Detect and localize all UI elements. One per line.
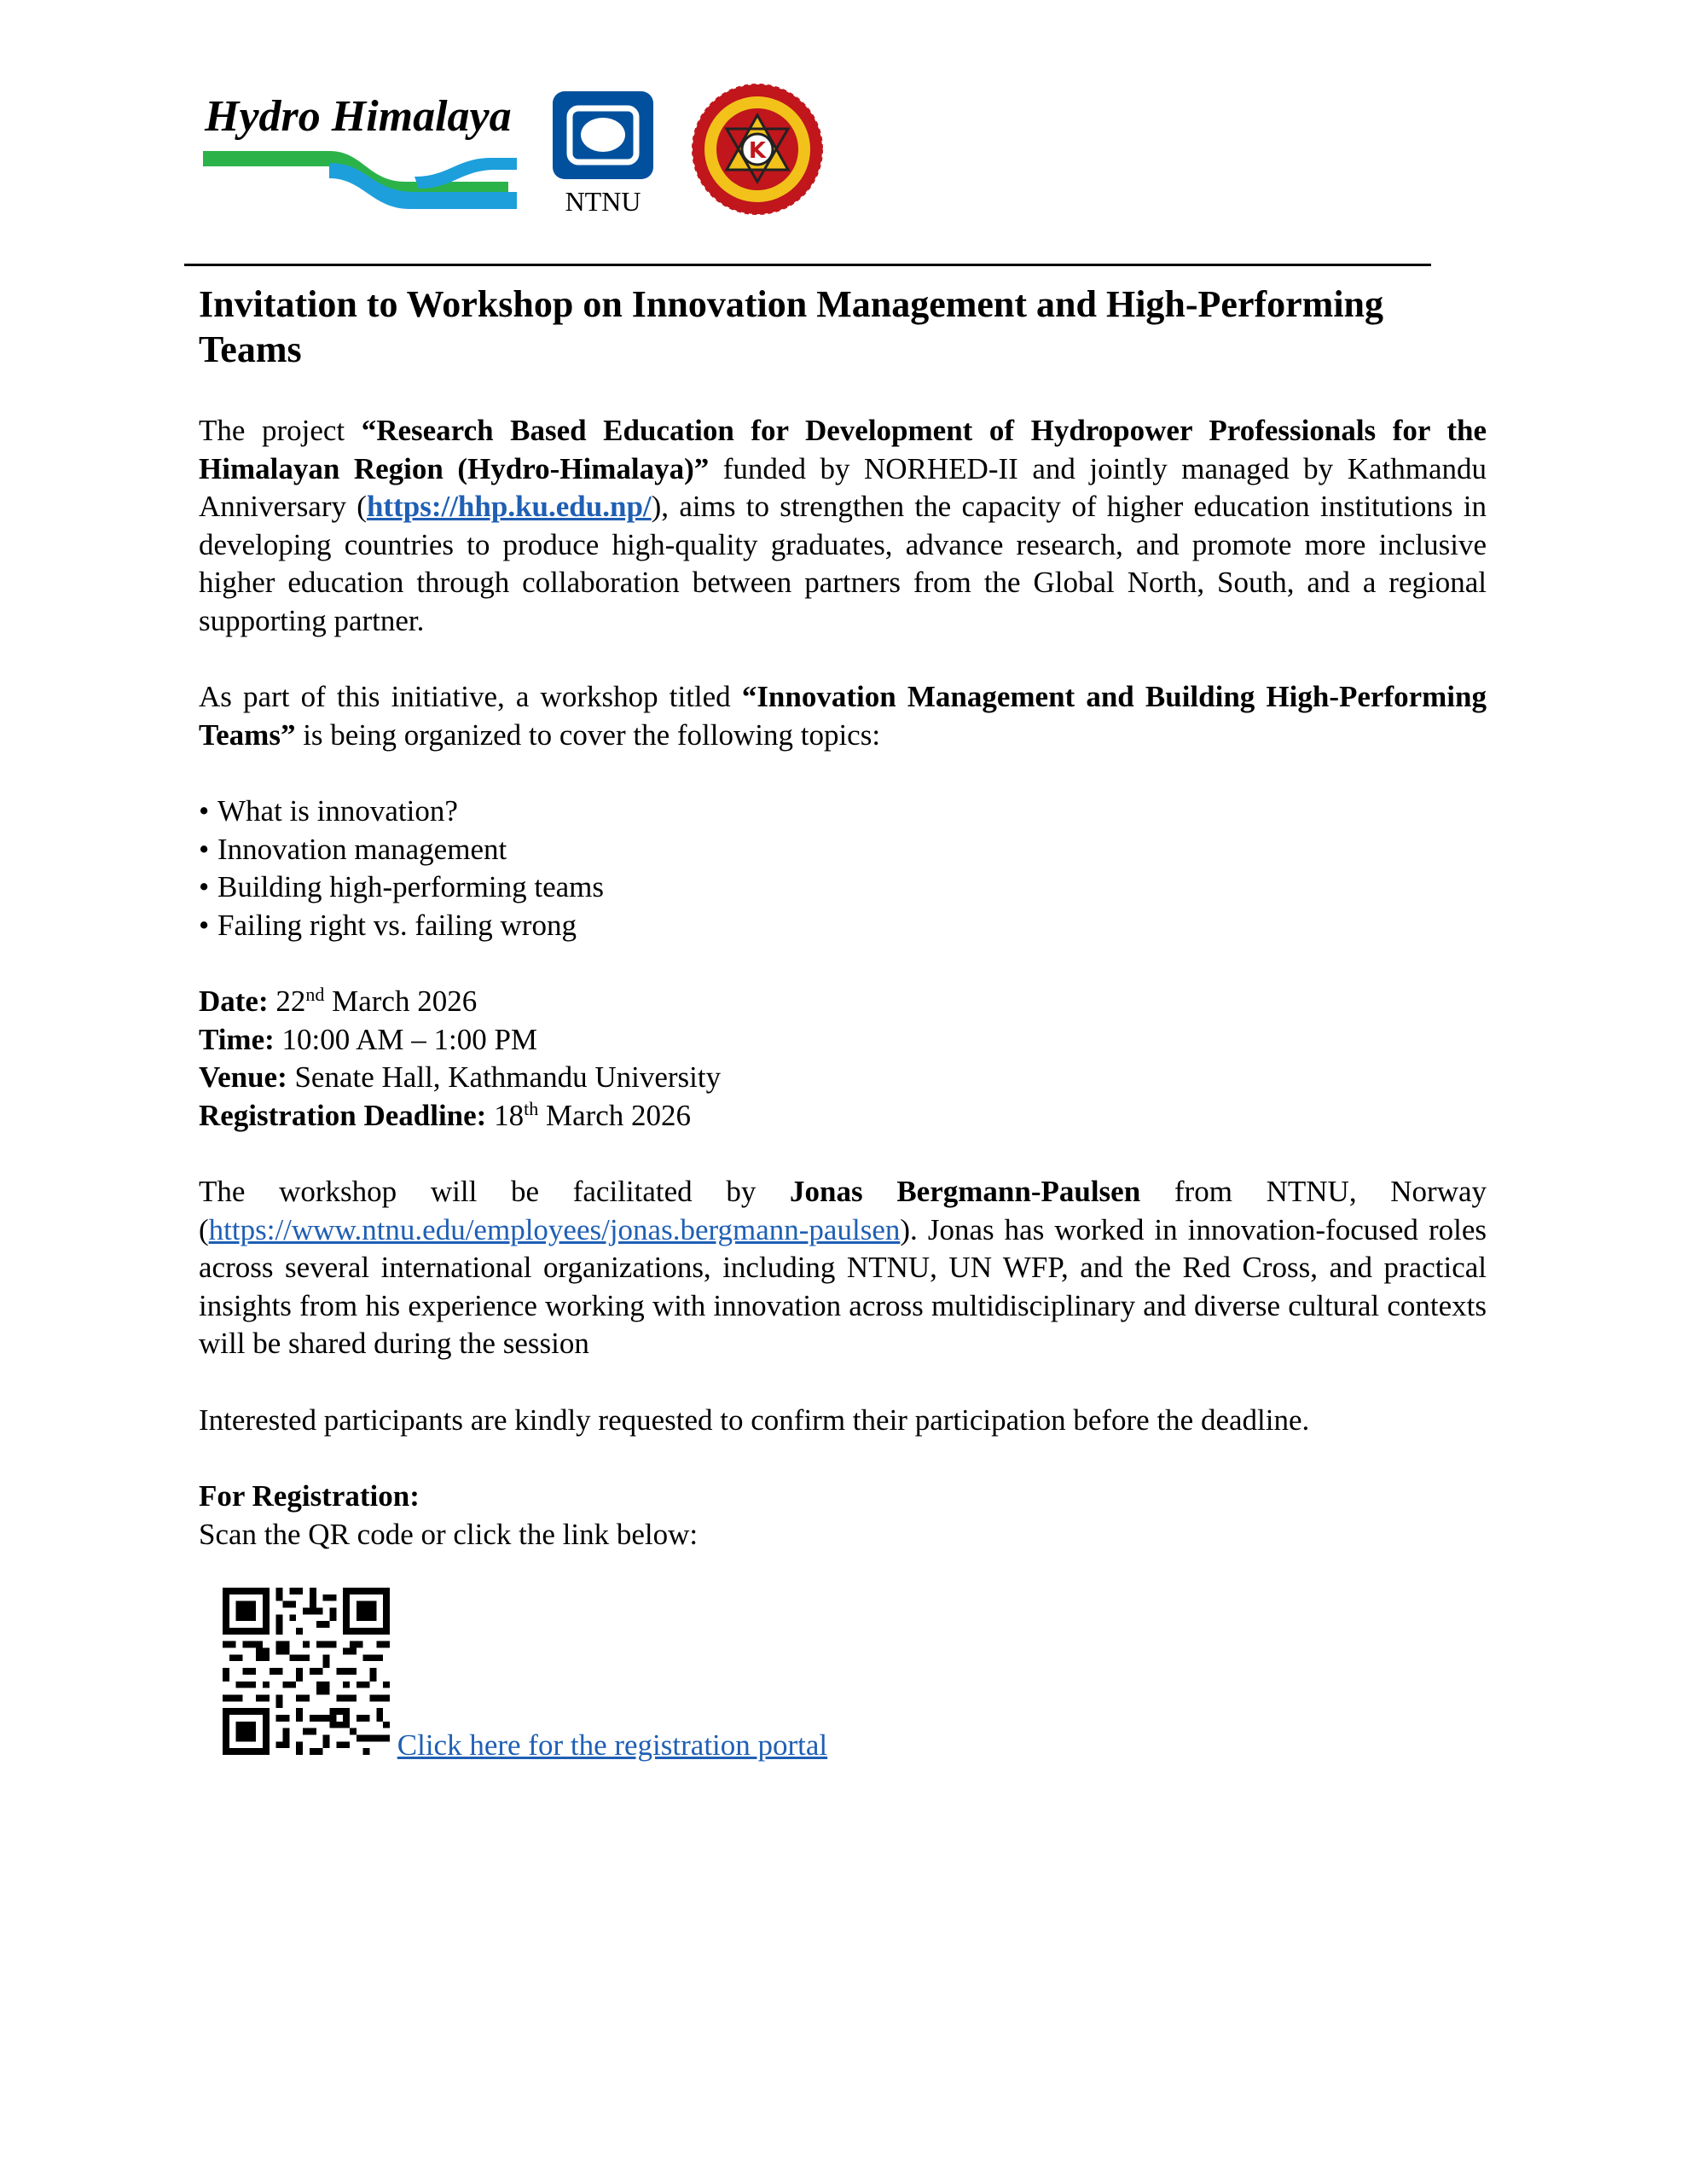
list-item: • Failing right vs. failing wrong [199, 907, 1487, 945]
registration-qr-code[interactable] [223, 1588, 390, 1755]
facilitator-paragraph: The workshop will be facilitated by Jonas Bergmann-Paulsen from NTNU, Norway (https://www.ntnu.edu/employees/jonas.bergmann-paulsen). Jonas has worked in innovation-focused roles across several international organizations, including NTNU, UN WFP, and the Red Cross, and practical insights from his experience working with innovation across multidisciplinary and diverse cultural contexts will be shared during the session [199, 1175, 1487, 1360]
event-details [199, 983, 1487, 1135]
ku-seal-monogram: K [748, 138, 767, 164]
registration-heading: For Registration: [199, 1479, 420, 1513]
list-item: • Building high-performing teams [199, 868, 1487, 907]
project-paragraph: The project “Research Based Education for Development of Hydropower Professionals for the Himalayan Region (Hydro-Himalaya)” funded by NORHED-II and jointly managed by Kathmandu Anniversary (https://hhp.ku.edu.np/), aims to strengthen the capacity of higher education institutions in developing countries to produce high-quality graduates, advance research, and promote more inclusive higher education through collaboration between partners from the Global North, South, and a regional supporting partner. [199, 414, 1487, 637]
hydro-himalaya-logo [201, 81, 517, 218]
page-title: Invitation to Workshop on Innovation Management and High-Performing Teams [199, 283, 1384, 370]
list-item: • Innovation management [199, 831, 1487, 869]
confirmation-paragraph: Interested participants are kindly requested to confirm their participation before the deadline. [199, 1403, 1310, 1437]
list-item: • What is innovation? [199, 793, 1487, 831]
kathmandu-university-seal [689, 81, 826, 218]
facilitator-profile-link[interactable]: https://www.ntnu.edu/employees/jonas.bergmann-paulsen [208, 1212, 901, 1246]
workshop-title: “Innovation Management and Building High-Performing Teams” [199, 680, 1487, 752]
letter-body [199, 282, 1487, 1765]
project-website-link[interactable]: https://hhp.ku.edu.np/ [366, 490, 652, 523]
header-divider [184, 264, 1431, 266]
registration-instruction: Scan the QR code or click the link below: [199, 1517, 699, 1551]
topic-list [199, 793, 1487, 944]
ntnu-logo-text: NTNU [565, 186, 641, 217]
logo-bar [201, 81, 849, 218]
project-name: “Research Based Education for Development of Hydropower Professionals for the Himalayan Region (Hydro-Himalaya)” [199, 414, 1487, 485]
deadline-line: Registration Deadline: 18th March 2026 [199, 1097, 692, 1132]
workshop-paragraph: As part of this initiative, a workshop titled “Innovation Management and Building High-Performing Teams” is being organized to cover the following topics: [199, 680, 1487, 752]
venue-line: Venue: Senate Hall, Kathmandu University [199, 1060, 722, 1094]
registration-portal-link[interactable]: Click here for the registration portal [397, 1728, 828, 1762]
ntnu-logo [548, 91, 658, 219]
time-line: Time: 10:00 AM – 1:00 PM [199, 1022, 538, 1056]
facilitator-name: Jonas Bergmann-Paulsen [790, 1175, 1141, 1208]
date-line: Date: 22nd March 2026 [199, 984, 478, 1018]
hydro-himalaya-logo-text: Hydro Himalaya [205, 92, 512, 141]
